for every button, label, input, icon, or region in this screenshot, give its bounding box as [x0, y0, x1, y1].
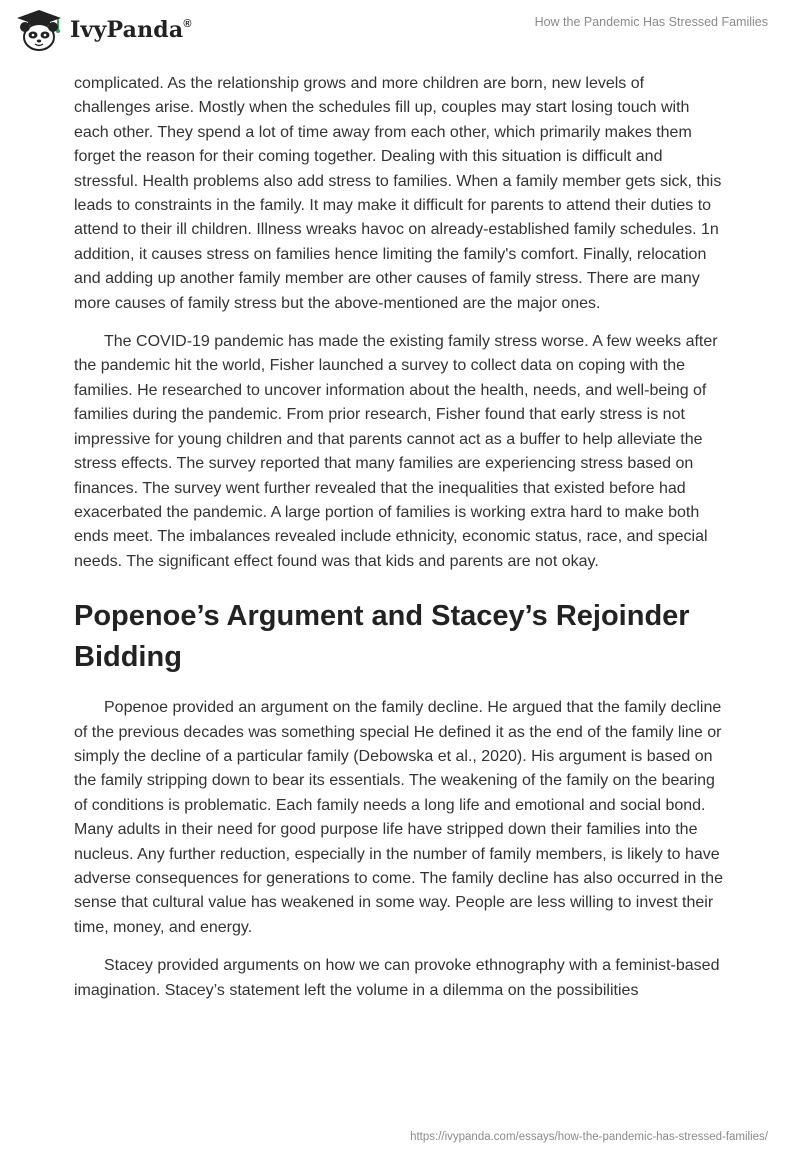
page-header — [0, 0, 800, 60]
paragraph-causes-of-stress: complicated. As the relationship grows and more children are born, new levels of challenges arise. Mostly when the schedules fill up, couples may start losing touch with each other. They spend a lot of time away from each other, which primarily makes them forget the reason for their coming together. Dealing with this situation is difficult and stressful. Health problems also add stress to families. When a family member gets sick, this leads to constraints in the family. It may make it difficult for parents to attend their duties to attend to their ill children. Illness wreaks havoc on already-established family schedules. 1n addition, it causes stress on families hence limiting the family's comfort. Finally, relocation and adding up another family member are other causes of family stress. There are many more causes of family stress but the above-mentioned are the major ones. — [74, 75, 722, 312]
ivypanda-logo[interactable] — [14, 8, 192, 52]
essay-body — [74, 72, 724, 1017]
paragraph-stacey-argument: Stacey provided arguments on how we can provoke ethnography with a feminist-based imagination. Stacey’s statement left the volume in a dilemma on the possibilities — [74, 957, 720, 999]
source-url-link[interactable]: https://ivypanda.com/essays/how-the-pandemic-has-stressed-families/ — [410, 1131, 768, 1143]
section-heading: Popenoe’s Argument and Stacey’s Rejoinder Bidding — [74, 600, 690, 674]
brand-name: IvyPanda® — [70, 17, 192, 43]
paragraph-covid-pandemic: The COVID-19 pandemic has made the existing family stress worse. A few weeks after the pandemic hit the world, Fisher launched a survey to collect data on coping with the families. He researched to uncover information about the health, needs, and well-being of families during the pandemic. From prior research, Fisher found that early stress is not impressive for young children and that parents cannot act as a buffer to help alleviate the stress effects. The survey reported that many families are experiencing stress based on finances. The survey went further revealed that the inequalities that existed before had exacerbated the pandemic. A large portion of families is working extra hard to make both ends meet. The imbalances revealed include ethnicity, economic status, race, and special needs. The significant effect found was that kids and parents are not okay. — [74, 333, 718, 570]
document-title: How the Pandemic Has Stressed Families — [534, 15, 768, 29]
paragraph-popenoe-argument: Popenoe provided an argument on the family decline. He argued that the family decline of the previous decades was something special He defined it as the end of the family line or simply the decline of a particular family (Debowska et al., 2020). His argument is based on the family stripping down to bear its essentials. The weakening of the family on the bearing of conditions is problematic. Each family needs a long life and emotional and social bond. Many adults in their need for good purpose life have stripped down their families into the nucleus. Any further reduction, especially in the number of family members, is likely to have adverse consequences for generations to come. The family decline has also occurred in the sense that cultural value has weakened in some way. People are less willing to invest their time, money, and energy. — [74, 699, 723, 936]
panda-graduate-icon — [14, 8, 64, 52]
